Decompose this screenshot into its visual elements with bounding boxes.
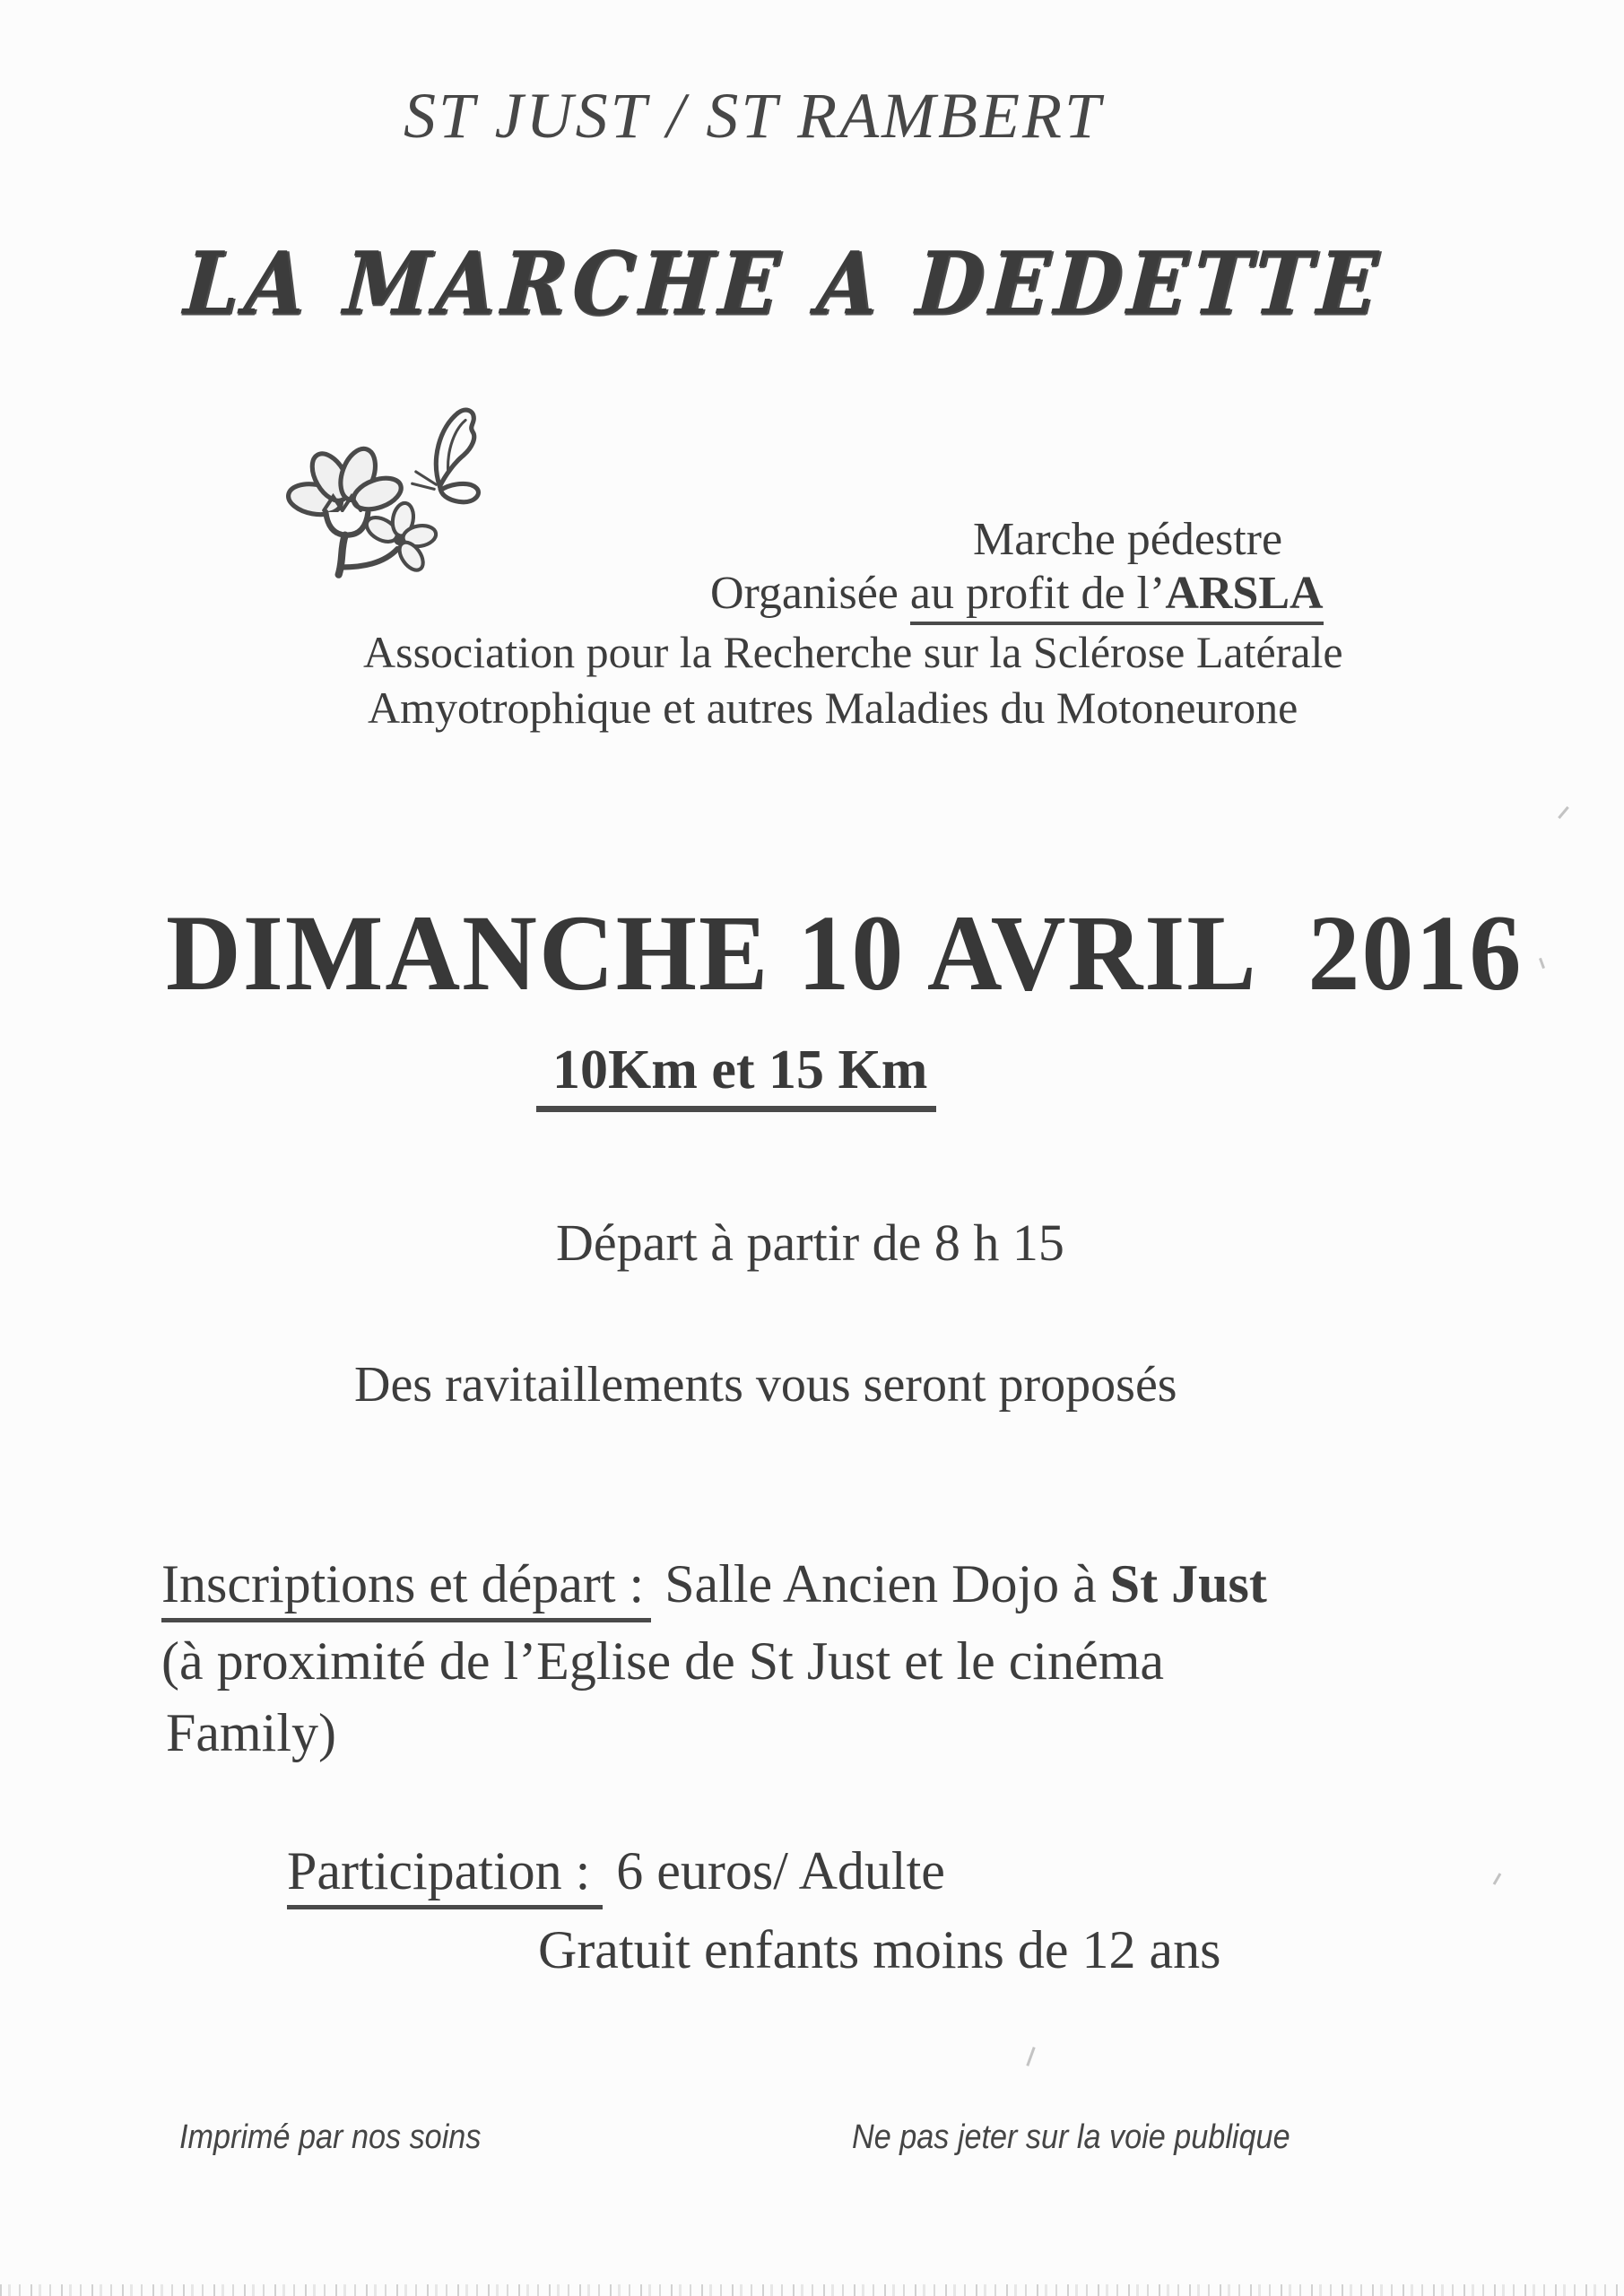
- registration-detail-line2: Family): [166, 1703, 336, 1762]
- organizer-association-line1: Association pour la Recherche sur la Sclérose Latérale: [363, 627, 1343, 677]
- flower-butterfly-icon: [258, 402, 518, 586]
- registration-label: Inscriptions et départ :: [161, 1554, 651, 1622]
- registration-venue: Salle Ancien Dojo à: [651, 1554, 1110, 1613]
- organizer-benefit-text: au profit de l’: [909, 568, 1166, 619]
- event-distances: [536, 1039, 936, 1102]
- participation-adult-price: 6 euros/ Adulte: [603, 1841, 945, 1900]
- footer-litter-note: Ne pas jeter sur la voie publique: [852, 2118, 1290, 2156]
- registration-detail-line1: (à proximité de l’Eglise de St Just et le cinéma: [161, 1631, 1165, 1691]
- registration-line: [161, 1553, 1267, 1615]
- scan-artifact: [1539, 958, 1545, 969]
- footer-printed-note: Imprimé par nos soins: [179, 2118, 482, 2156]
- location-title: ST JUST / ST RAMBERT: [403, 80, 1104, 152]
- event-title: LA MARCHE A DEDETTE: [180, 232, 1386, 335]
- organizer-benefit: [710, 567, 1324, 620]
- participation-label: Participation :: [287, 1841, 603, 1909]
- scan-artifact: [1493, 1873, 1502, 1885]
- organizer-association-line2: Amyotrophique et autres Maladies du Motoneurone: [368, 683, 1298, 733]
- organizer-type: Marche pédestre: [973, 514, 1283, 565]
- organizer-acronym: ARSLA: [1165, 568, 1324, 619]
- scan-artifact: [1026, 2047, 1035, 2066]
- participation-line: [287, 1840, 945, 1902]
- scan-edge-noise: [0, 2284, 1624, 2296]
- event-distances-text: 10Km et 15 Km: [536, 1039, 936, 1112]
- event-refreshments: Des ravitaillements vous seront proposés: [354, 1357, 1177, 1413]
- organizer-benefit-prefix: Organisée: [710, 568, 910, 619]
- event-date-heading: DIMANCHE 10 AVRIL 2016: [166, 894, 1524, 1014]
- scan-artifact: [1558, 806, 1569, 819]
- children-free-line: Gratuit enfants moins de 12 ans: [538, 1920, 1221, 1979]
- registration-venue-bold: St Just: [1109, 1554, 1267, 1613]
- organizer-benefit-underlined: [910, 568, 1324, 625]
- event-start-time: Départ à partir de 8 h 15: [556, 1213, 1064, 1272]
